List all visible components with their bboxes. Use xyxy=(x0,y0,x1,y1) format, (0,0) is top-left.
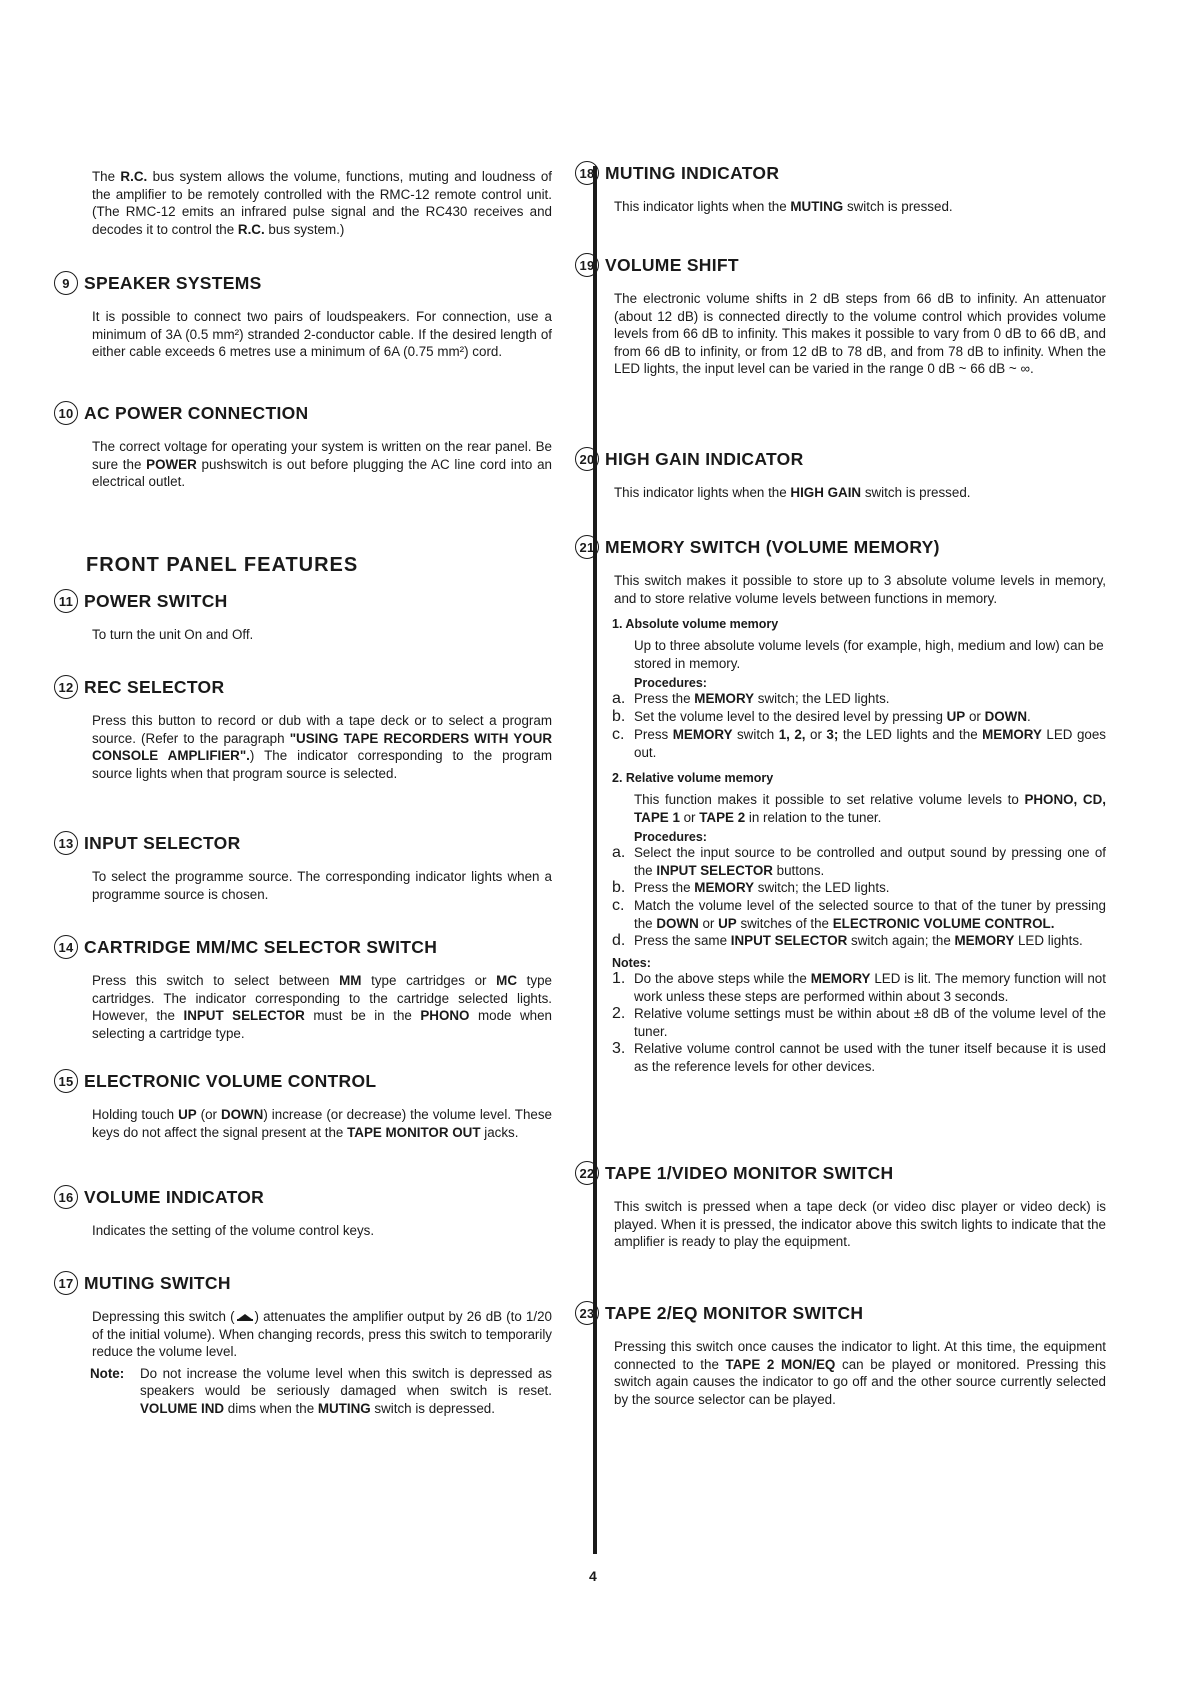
section-tape1-monitor: 22 TAPE 1/VIDEO MONITOR SWITCH This switch is pressed when a tape deck (or video disc player or video deck) is played. When it is pressed, the indicator above this switch lights to indicate that the amplifier is ready to play the equipment. xyxy=(612,1160,1106,1251)
section-muting-switch: 17 MUTING SWITCH Depressing this switch ( ) attenuates the amplifier output by 26 dB (to 1/20 of the initial volume). When changing records, press this switch to temporarily reduce the volume level. Note: Do not increase the volume level when this switch is depressed as speakers would be seriously damaged when switch is reset. VOLUME IND dims when the MUTING switch is depressed. xyxy=(90,1270,552,1417)
section-input-selector: 13 INPUT SELECTOR To select the programme source. The corresponding indicator lights when a programme source is chosen. xyxy=(90,830,552,903)
section-volume-indicator: 16 VOLUME INDICATOR Indicates the setting of the volume control keys. xyxy=(90,1184,552,1240)
list-item: c. Press MEMORY switch 1, 2, or 3; the LED lights and the MEMORY LED goes out. xyxy=(612,726,1106,760)
section-heading: 17 MUTING SWITCH xyxy=(90,1270,552,1296)
muting-symbol-icon xyxy=(235,1312,255,1322)
number-badge: 21 xyxy=(575,535,599,559)
section-heading: 13 INPUT SELECTOR xyxy=(90,830,552,856)
section-heading: 11 POWER SWITCH xyxy=(90,588,552,614)
rc-bus-intro: The R.C. bus system allows the volume, functions, muting and loudness of the amplifier to be remotely controlled with the RMC-12 remote control unit. (The RMC-12 emits an infrared pulse signal and the RC430 receives and decodes it to control the R.C. bus system.) xyxy=(92,169,552,237)
relative-memory-heading: 2. Relative volume memory xyxy=(612,771,774,785)
number-badge: 9 xyxy=(54,271,78,295)
section-heading: 22 TAPE 1/VIDEO MONITOR SWITCH xyxy=(612,1160,1106,1186)
number-badge: 11 xyxy=(54,589,78,613)
section-heading: 18 MUTING INDICATOR xyxy=(612,160,1106,186)
section-memory-switch: 21 MEMORY SWITCH (VOLUME MEMORY) This switch makes it possible to store up to 3 absolute volume levels in memory, and to store relative volume levels between functions in memory. 1. Absolute volume memory Up to three absolute volume levels (for example, high, medium and low) can be stored in memory. Procedures: a. Press the MEMORY switch; the LED lights. b. Set the volume level to the desired level by pressing UP or DOWN. c. Press MEMORY switch 1, 2, or 3; the LED lights and the MEMORY LED goes out. 2. Relative volume memory This function makes it possible to set relative volume levels to PHONO, CD, TAPE 1 or TAPE 2 in relation to the tuner. Procedures: a. Select the input source to be controlled and output sound by pressing one of the INPUT SELECTOR buttons. b. Press the MEMORY switch; the LED lights. c. Match the volume level of the selected source to that of the tuner by pressing the DOWN or UP switches of the ELECTRONIC VOLUME CONTROL. d. Press the same INPUT SELECTOR switch again; the MEMORY LED lights. Notes: 1. Do the above steps while the MEMORY LED is lit. The memory function will not work unless these steps are performed within about 3 seconds. 2. Relative volume settings must be within about ±8 dB of the volume level of the tuner. 3. Relative volume control cannot be used with the tuner itself because it is used as the reference levels for other devices. xyxy=(612,534,1106,1075)
note-item: 2. Relative volume settings must be within about ±8 dB of the volume level of the tuner. xyxy=(612,1005,1106,1039)
number-badge: 10 xyxy=(54,401,78,425)
section-heading: 9 SPEAKER SYSTEMS xyxy=(90,270,552,296)
section-heading: 16 VOLUME INDICATOR xyxy=(90,1184,552,1210)
section-muting-indicator: 18 MUTING INDICATOR This indicator lights when the MUTING switch is pressed. xyxy=(612,168,1106,216)
number-badge: 13 xyxy=(54,831,78,855)
list-item: a. Press the MEMORY switch; the LED lights. xyxy=(612,690,890,707)
section-heading: 21 MEMORY SWITCH (VOLUME MEMORY) xyxy=(612,534,1106,560)
absolute-memory-block: Up to three absolute volume levels (for example, high, medium and low) can be stored in memory. Procedures: xyxy=(634,638,1104,690)
number-badge: 18 xyxy=(575,161,599,185)
note-item: 3. Relative volume control cannot be used with the tuner itself because it is used as the reference levels for other devices. xyxy=(612,1040,1106,1074)
section-heading: 15 ELECTRONIC VOLUME CONTROL xyxy=(90,1068,552,1094)
number-badge: 12 xyxy=(54,675,78,699)
note-item: 1. Do the above steps while the MEMORY LED is lit. The memory function will not work unless these steps are performed within about 3 seconds. xyxy=(612,970,1106,1004)
front-panel-title: FRONT PANEL FEATURES xyxy=(86,554,359,576)
number-badge: 17 xyxy=(54,1271,78,1295)
section-electronic-volume: 15 ELECTRONIC VOLUME CONTROL Holding touch UP (or DOWN) increase (or decrease) the volume level. These keys do not affect the signal present at the TAPE MONITOR OUT jacks. xyxy=(90,1068,552,1141)
number-badge: 14 xyxy=(54,935,78,959)
absolute-memory-heading: 1. Absolute volume memory xyxy=(612,617,779,631)
number-badge: 23 xyxy=(575,1301,599,1325)
section-heading: 12 REC SELECTOR xyxy=(90,674,552,700)
section-tape2-monitor: 23 TAPE 2/EQ MONITOR SWITCH Pressing this switch once causes the indicator to light. At this time, the equipment connected to the TAPE 2 MON/EQ can be played or monitored. Pressing this switch again causes the indicator to go off and the other source currently selected by the source selector can be played. xyxy=(612,1300,1106,1408)
number-badge: 19 xyxy=(575,253,599,277)
section-high-gain: 20 HIGH GAIN INDICATOR This indicator lights when the HIGH GAIN switch is pressed. xyxy=(612,446,1106,502)
list-item: a. Select the input source to be controlled and output sound by pressing one of the INPUT SELECTOR buttons. xyxy=(612,844,1106,878)
list-item: b. Press the MEMORY switch; the LED lights. xyxy=(612,879,890,896)
number-badge: 16 xyxy=(54,1185,78,1209)
section-ac-power: 10 AC POWER CONNECTION The correct voltage for operating your system is written on the rear panel. Be sure the POWER pushswitch is out before plugging the AC line cord into an electrical outlet. xyxy=(90,400,552,491)
section-heading: 14 CARTRIDGE MM/MC SELECTOR SWITCH xyxy=(90,934,552,960)
notes-label: Notes: xyxy=(612,956,651,970)
section-rec-selector: 12 REC SELECTOR Press this button to record or dub with a tape deck or to select a program source. (Refer to the paragraph "USING TAPE RECORDERS WITH YOUR CONSOLE AMPLIFIER".) The indicator corresponding to the program source lights when that program source is selected. xyxy=(90,674,552,782)
relative-memory-block: This function makes it possible to set relative volume levels to PHONO, CD, TAPE 1 or TAPE 2 in relation to the tuner. Procedures: xyxy=(634,792,1106,844)
number-badge: 22 xyxy=(575,1161,599,1185)
list-item: b. Set the volume level to the desired level by pressing UP or DOWN. xyxy=(612,708,1031,725)
section-heading: 10 AC POWER CONNECTION xyxy=(90,400,552,426)
section-power-switch: 11 POWER SWITCH To turn the unit On and Off. xyxy=(90,588,552,644)
section-cartridge-selector: 14 CARTRIDGE MM/MC SELECTOR SWITCH Press this switch to select between MM type cartridges or MC type cartridges. The indicator corresponding to the cartridge selected lights. However, the INPUT SELECTOR must be in the PHONO mode when selecting a cartridge type. xyxy=(90,934,552,1042)
section-heading: 19 VOLUME SHIFT xyxy=(612,252,1106,278)
section-speaker-systems: 9 SPEAKER SYSTEMS It is possible to connect two pairs of loudspeakers. For connection, use a minimum of 3A (0.5 mm²) stranded 2-conductor cable. If the desired length of either cable exceeds 6 metres use a minimum of 6A (0.75 mm²) cord. xyxy=(90,270,552,361)
list-item: d. Press the same INPUT SELECTOR switch again; the MEMORY LED lights. xyxy=(612,932,1083,949)
list-item: c. Match the volume level of the selected source to that of the tuner by pressing the DOWN or UP switches of the ELECTRONIC VOLUME CONTROL. xyxy=(612,897,1106,931)
number-badge: 15 xyxy=(54,1069,78,1093)
page-number: 4 xyxy=(589,1568,597,1584)
number-badge: 20 xyxy=(575,447,599,471)
section-heading: 20 HIGH GAIN INDICATOR xyxy=(612,446,1106,472)
section-volume-shift: 19 VOLUME SHIFT The electronic volume shifts in 2 dB steps from 66 dB to infinity. An attenuator (about 12 dB) is connected directly to the volume control which provides volume levels from 66 dB to infinity. This makes it possible to vary from 0 dB to 66 dB, and from 66 dB to infinity, or from 12 dB to 78 dB, and from 78 dB to infinity. When the LED lights, the input level can be varied in the range 0 dB ~ 66 dB ~ ∞. xyxy=(612,252,1106,378)
section-heading: 23 TAPE 2/EQ MONITOR SWITCH xyxy=(612,1300,1106,1326)
muting-note: Note: Do not increase the volume level when this switch is depressed as speakers would be seriously damaged when switch is reset. VOLUME IND dims when the MUTING switch is depressed. xyxy=(90,1365,552,1416)
column-divider xyxy=(593,166,597,1554)
